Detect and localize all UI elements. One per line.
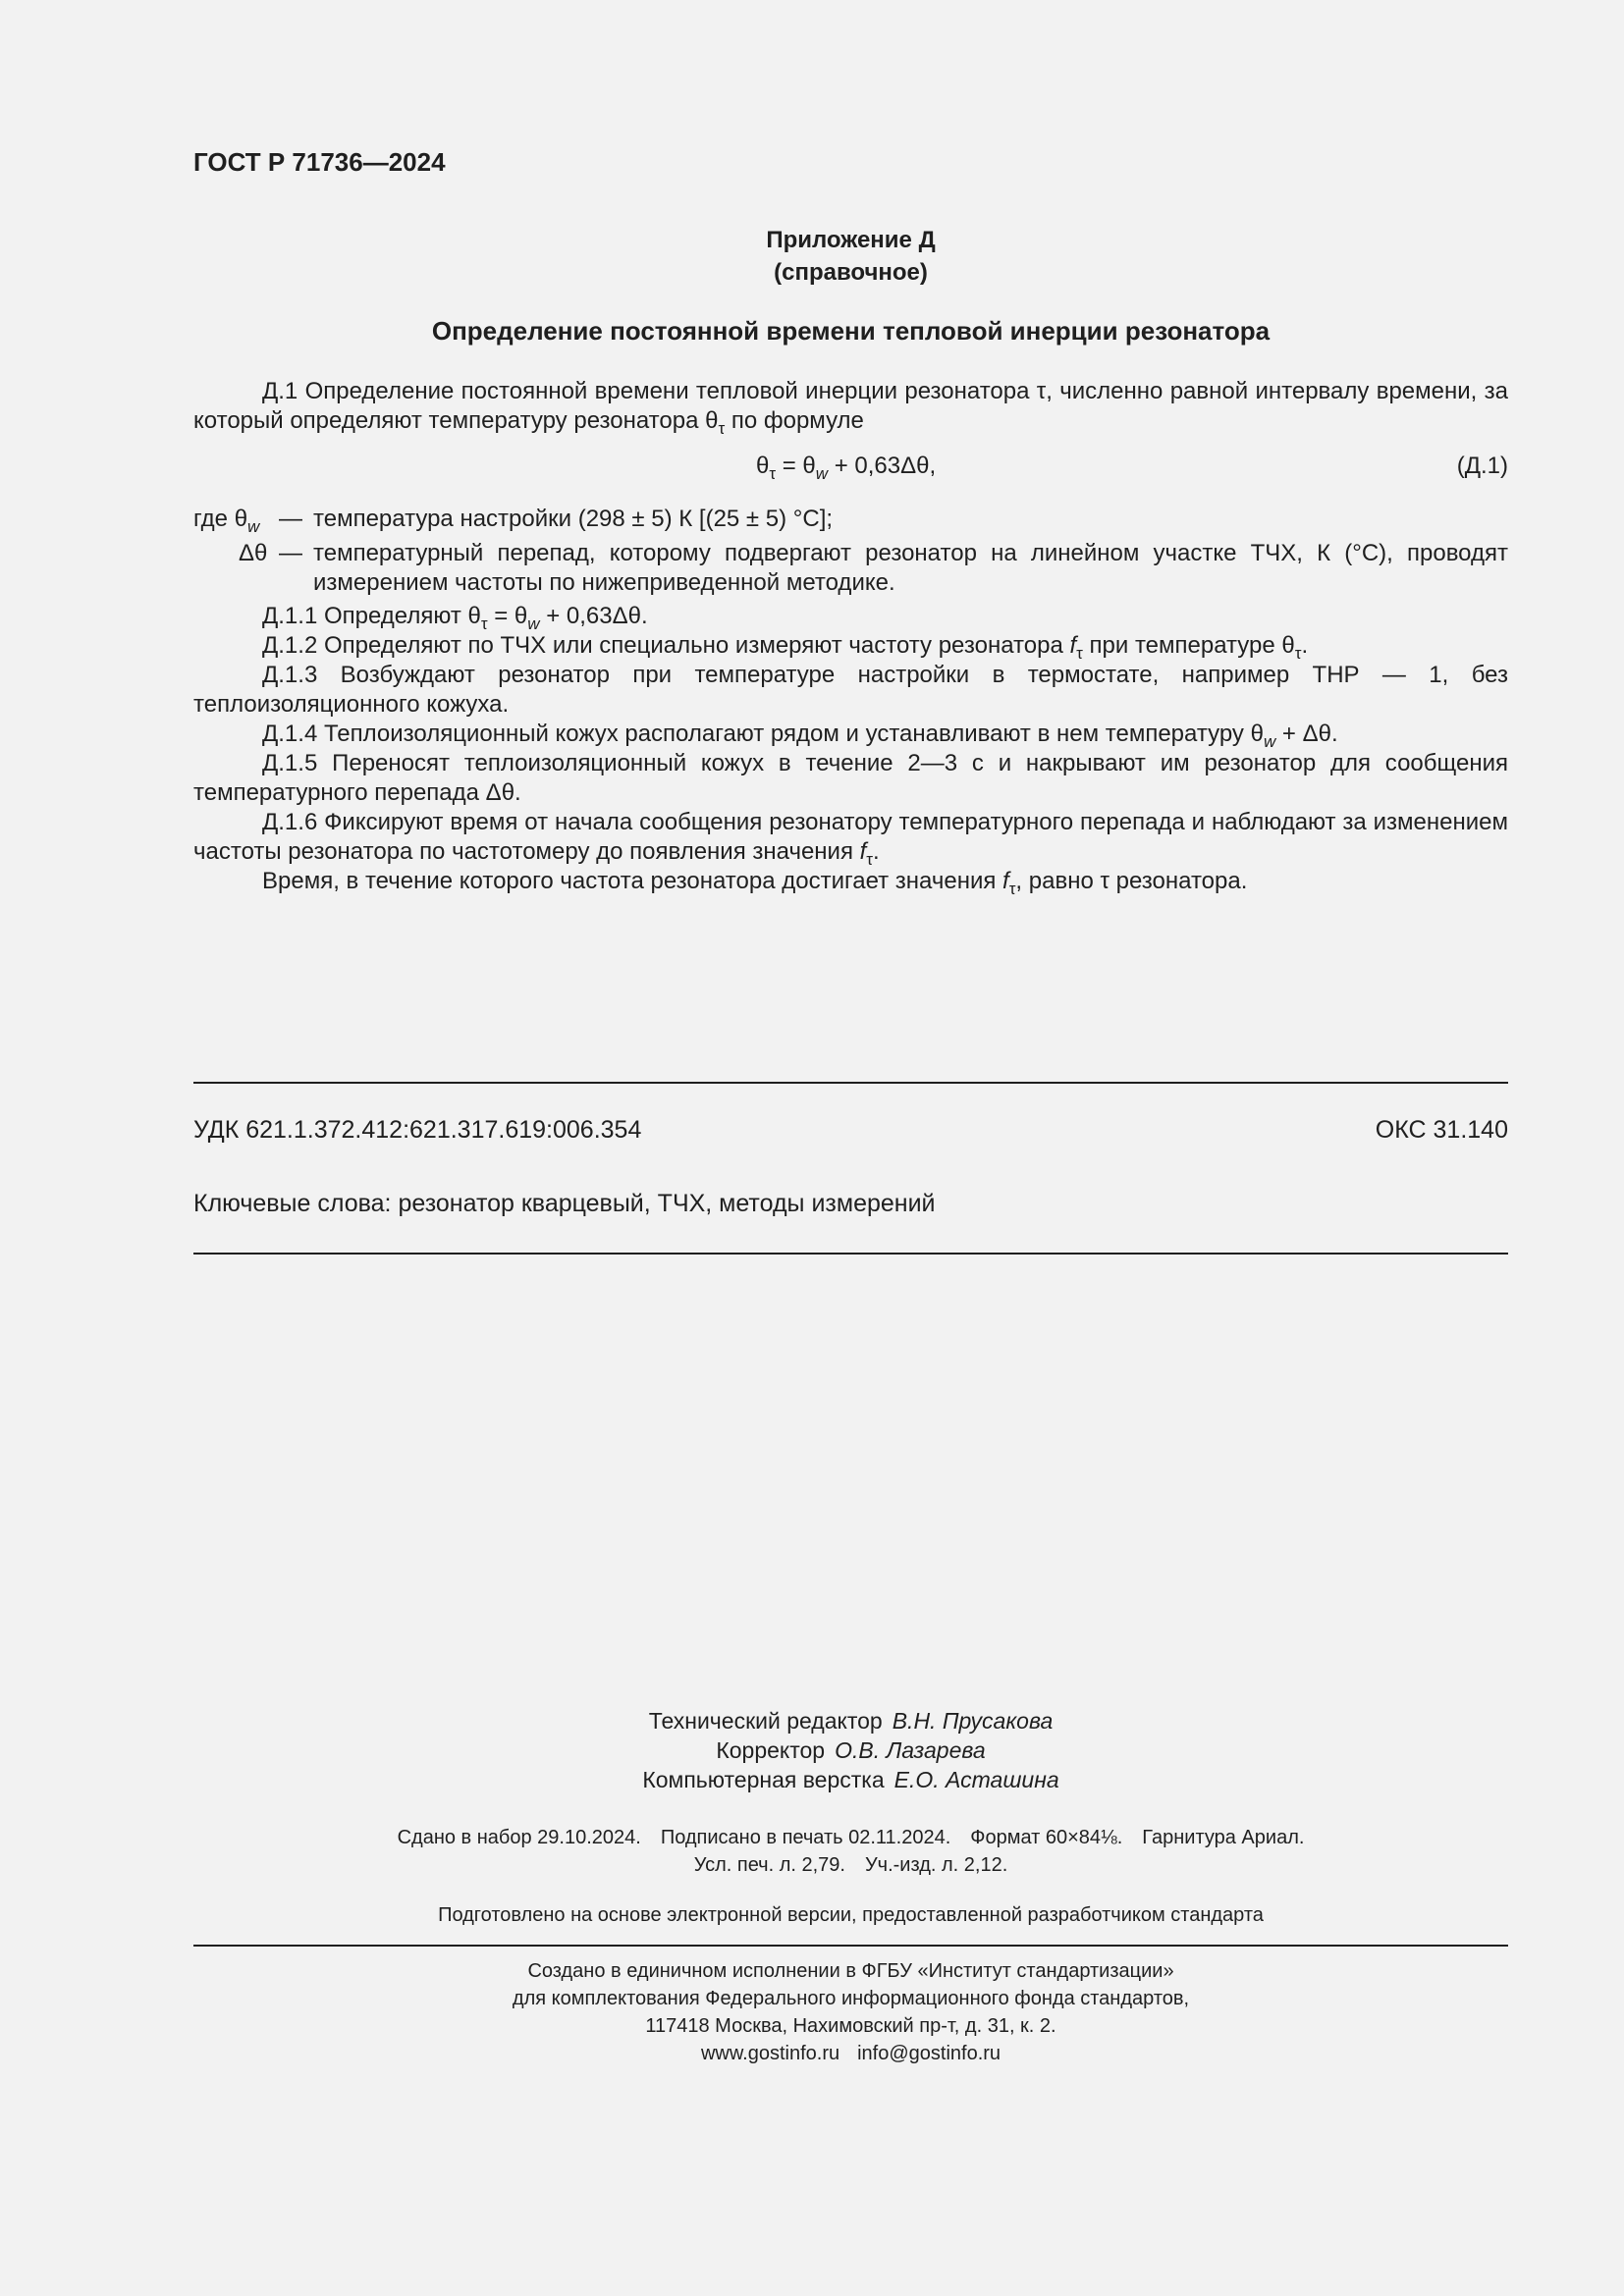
oks-code: ОКС 31.140 — [1375, 1116, 1508, 1144]
d11-b: = θ — [487, 603, 528, 629]
d16-f-sub: τ — [866, 850, 874, 869]
publisher-website-link[interactable]: www.gostinfo.ru — [700, 2043, 840, 2064]
d1-sub: τ — [718, 419, 726, 438]
formula-part-a: θ — [756, 453, 770, 479]
print-signed: Подписано в печать 02.11.2024. — [660, 1827, 951, 1848]
credit-corrector — [193, 1735, 1508, 1765]
publisher-contacts — [193, 2040, 1508, 2067]
appendix-heading — [193, 224, 1508, 289]
d1-text-b: по формуле — [725, 407, 864, 434]
formula-sub-a: τ — [769, 464, 777, 483]
formula-number: (Д.1) — [1456, 453, 1508, 479]
credit-name: Е.О. Асташина — [893, 1767, 1059, 1792]
appendix-title: Приложение Д — [766, 227, 936, 253]
d12-f-sub: τ — [1076, 644, 1083, 663]
definition-term: Δθ — [239, 540, 268, 566]
definition-delta-theta — [193, 539, 1508, 598]
appendix-main-title: Определение постоянной времени тепловой инерции резонатора — [431, 316, 1271, 346]
d14-b: + Δθ. — [1275, 721, 1338, 747]
credit-label: Технический редактор — [648, 1708, 883, 1734]
formula-d1 — [756, 452, 936, 481]
credits-block — [193, 1706, 1508, 1794]
paragraph-d1-4 — [193, 720, 1508, 749]
print-info-line-2 — [193, 1851, 1508, 1879]
d14-sub: w — [1263, 732, 1276, 751]
publisher-line-3: 117418 Москва, Нахимовский пр-т, д. 31, к. 2. — [645, 2015, 1056, 2037]
print-info — [193, 1824, 1508, 1879]
print-typeface: Гарнитура Ариал. — [1142, 1827, 1305, 1848]
paragraph-d1-1 — [193, 602, 1508, 631]
print-uch: Уч.-изд. л. 2,12. — [864, 1854, 1008, 1876]
credit-label: Корректор — [716, 1737, 826, 1763]
keywords: Ключевые слова: резонатор кварцевый, ТЧХ, методы измерений — [193, 1190, 936, 1217]
definition-term — [193, 505, 259, 534]
prepared-note: Подготовлено на основе электронной версии, предоставленной разработчиком стандарта — [438, 1904, 1264, 1926]
final-a: Время, в течение которого частота резонатора достигает значения — [262, 868, 1003, 894]
final-f: f — [1002, 868, 1009, 894]
publisher-info — [193, 1957, 1508, 2067]
d12-f: f — [1069, 632, 1077, 659]
print-usl: Усл. печ. л. 2,79. — [693, 1854, 845, 1876]
definition-dash: — — [279, 540, 302, 566]
credit-label: Компьютерная верстка — [642, 1767, 885, 1792]
definition-dash: — — [279, 506, 302, 532]
paragraph-d1-2 — [193, 631, 1508, 661]
d16-b: . — [873, 838, 880, 865]
publisher-line-1: Создано в единичном исполнении в ФГБУ «Институт стандартизации» — [527, 1960, 1174, 1982]
final-f-sub: τ — [1008, 880, 1016, 898]
credit-tech-editor — [193, 1706, 1508, 1735]
appendix-subtitle: (справочное) — [774, 259, 928, 286]
definition-theta-w — [193, 505, 1508, 534]
definition-text: температурный перепад, которому подвергают резонатор на линейном участке ТЧХ, К (°C), проводят измерением частоты по нижеприведенной методике. — [313, 540, 1508, 596]
print-format: Формат 60×84⅛. — [970, 1827, 1123, 1848]
d12-b: при температуре θ — [1082, 632, 1295, 659]
paragraph-final — [193, 867, 1508, 896]
print-info-line-1 — [193, 1824, 1508, 1851]
final-b: , равно τ резонатора. — [1015, 868, 1248, 894]
d11-sub-a: τ — [480, 614, 488, 633]
d11-sub-b: w — [527, 614, 540, 633]
d11-a: Д.1.1 Определяют θ — [262, 603, 481, 629]
credit-name: В.Н. Прусакова — [892, 1708, 1054, 1734]
paragraph-d1 — [193, 377, 1508, 436]
d12-b-sub: τ — [1294, 644, 1302, 663]
d14-a: Д.1.4 Теплоизоляционный кожух располагают рядом и устанавливают в нем температуру θ — [262, 721, 1264, 747]
print-sent: Сдано в набор 29.10.2024. — [397, 1827, 641, 1848]
divider-publisher — [193, 1945, 1508, 1947]
d11-c: + 0,63Δθ. — [539, 603, 648, 629]
def1-sub: w — [247, 517, 260, 536]
document-code: ГОСТ Р 71736—2024 — [193, 147, 446, 177]
d1-text-a: Д.1 Определение постоянной времени тепловой инерции резонатора τ, численно равной интервалу времени, за который определяют температуру резонатора θ — [193, 378, 1508, 434]
formula-part-c: + 0,63Δθ, — [828, 453, 937, 479]
publisher-email-link[interactable]: info@gostinfo.ru — [857, 2043, 1001, 2064]
def1-prefix: где θ — [193, 506, 248, 532]
formula-sub-b: w — [815, 464, 829, 483]
publisher-line-2: для комплектования Федерального информационного фонда стандартов, — [512, 1988, 1190, 2009]
d16-f: f — [859, 838, 867, 865]
formula-part-b: = θ — [776, 453, 816, 479]
credit-layout — [193, 1765, 1508, 1794]
divider-top — [193, 1082, 1508, 1084]
d16-a: Д.1.6 Фиксируют время от начала сообщения резонатору температурного перепада и наблюдают за изменением частоты резонатора по частотомеру до появления значения — [193, 809, 1508, 865]
paragraph-d1-5: Д.1.5 Переносят теплоизоляционный кожух в течение 2—3 с и накрывают им резонатор для сообщения температурного перепада Δθ. — [193, 750, 1508, 806]
definition-text: температура настройки (298 ± 5) К [(25 ± 5) °C]; — [313, 506, 834, 532]
paragraph-d1-6 — [193, 808, 1508, 867]
paragraph-d1-3: Д.1.3 Возбуждают резонатор при температуре настройки в термостате, например ТНР — 1, без теплоизоляционного кожуха. — [193, 662, 1508, 718]
udk-code: УДК 621.1.372.412:621.317.619:006.354 — [193, 1116, 642, 1144]
d12-a: Д.1.2 Определяют по ТЧХ или специально измеряют частоту резонатора — [262, 632, 1070, 659]
divider-bottom — [193, 1253, 1508, 1255]
d12-c: . — [1301, 632, 1309, 659]
credit-name: О.В. Лазарева — [835, 1737, 986, 1763]
